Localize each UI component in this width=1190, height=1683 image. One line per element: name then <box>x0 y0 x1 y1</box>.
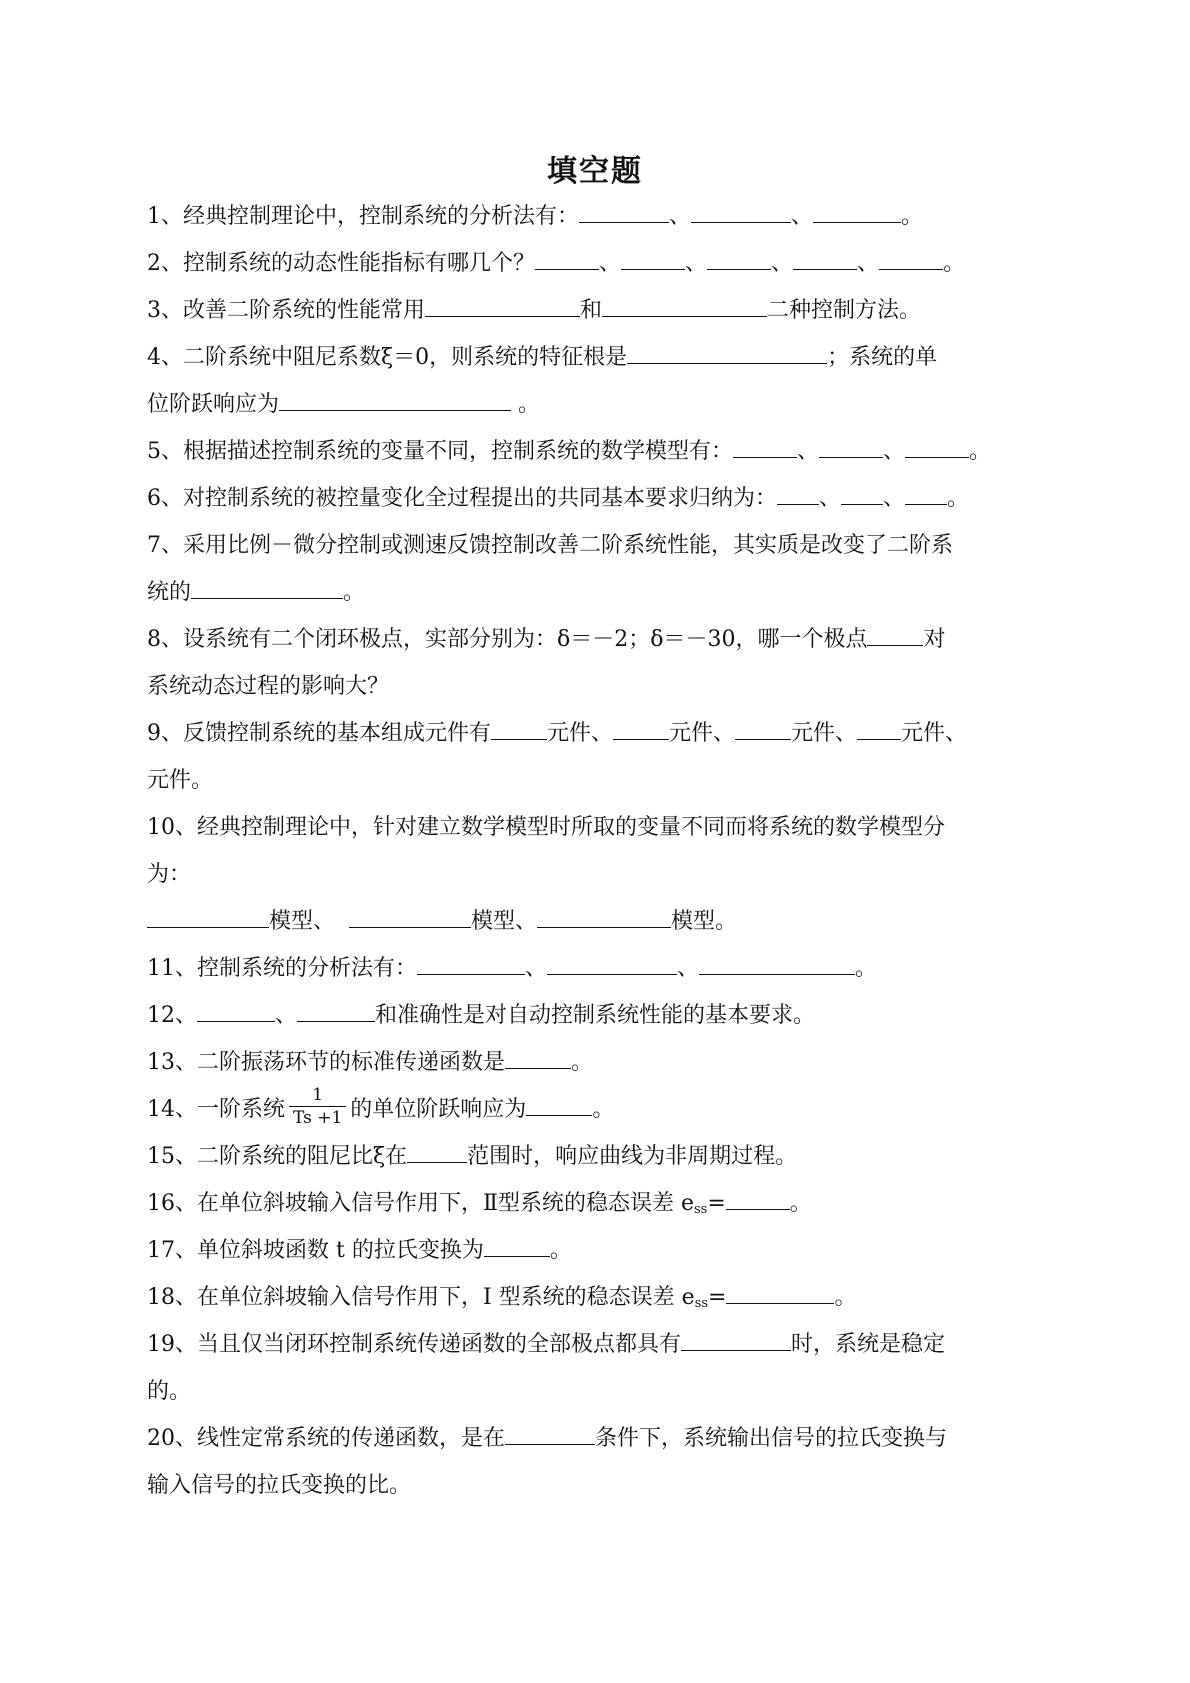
question-list <box>147 193 1027 1509</box>
answer-blank[interactable] <box>147 907 269 928</box>
answer-blank[interactable] <box>417 954 525 975</box>
answer-blank[interactable] <box>484 1236 550 1257</box>
answer-blank[interactable] <box>726 1189 790 1210</box>
fraction-denominator: Ts +1 <box>293 1107 343 1128</box>
question-18 <box>147 1274 1027 1321</box>
question-text: 6、对控制系统的被控量变化全过程提出的共同基本要求归纳为： <box>147 486 777 511</box>
question-17 <box>147 1227 1027 1274</box>
question-15 <box>147 1133 1027 1180</box>
question-text: 条件下，系统输出信号的拉氏变换与 <box>595 1426 948 1451</box>
question-8 <box>147 616 1027 663</box>
separator: 、 <box>797 439 820 464</box>
answer-blank[interactable] <box>735 719 791 740</box>
punctuation: 。 <box>969 439 992 464</box>
question-text: 的单位阶跃响应为 <box>350 1097 527 1122</box>
question-2 <box>147 240 1027 287</box>
subscript: ss <box>694 1296 709 1311</box>
question-text: 模型。 <box>671 909 738 934</box>
answer-blank[interactable] <box>621 249 685 270</box>
question-9-continued <box>147 757 1027 804</box>
question-6 <box>147 475 1027 522</box>
punctuation: 。 <box>943 251 966 276</box>
question-text: 5、根据描述控制系统的变量不同，控制系统的数学模型有： <box>147 439 733 464</box>
question-text: 4、二阶系统中阻尼系数ξ＝0，则系统的特征根是 <box>147 345 628 370</box>
question-text: 14、一阶系统 <box>147 1097 285 1122</box>
question-text: 元件、 <box>669 721 736 746</box>
question-text: 1、经典控制理论中，控制系统的分析法有： <box>147 204 579 229</box>
punctuation: 。 <box>343 580 366 605</box>
answer-blank[interactable] <box>537 907 671 928</box>
answer-blank[interactable] <box>579 202 669 223</box>
question-7 <box>147 522 1027 569</box>
question-20 <box>147 1415 1027 1462</box>
question-text: 20、线性定常系统的传递函数，是在 <box>147 1426 505 1451</box>
answer-blank[interactable] <box>777 484 819 505</box>
separator: 、 <box>669 204 692 229</box>
answer-blank[interactable] <box>699 954 855 975</box>
question-text: 模型、 <box>471 909 538 934</box>
punctuation: 。 <box>571 1050 594 1075</box>
question-text: 的。 <box>147 1379 192 1404</box>
question-text: 时，系统是稳定 <box>791 1332 946 1357</box>
answer-blank[interactable] <box>691 202 791 223</box>
answer-blank[interactable] <box>733 437 797 458</box>
question-text: 13、二阶振荡环节的标准传递函数是 <box>147 1050 505 1075</box>
question-5 <box>147 428 1027 475</box>
question-text: 系统动态过程的影响大？ <box>147 674 390 699</box>
question-19-continued <box>147 1368 1027 1415</box>
question-3 <box>147 287 1027 334</box>
answer-blank[interactable] <box>867 625 923 646</box>
question-text: 11、控制系统的分析法有： <box>147 956 417 981</box>
answer-blank[interactable] <box>819 437 883 458</box>
subscript: ss <box>693 1202 708 1217</box>
question-16 <box>147 1180 1027 1227</box>
separator: 、 <box>275 1003 298 1028</box>
punctuation: 。 <box>789 1191 812 1216</box>
question-10 <box>147 804 1027 851</box>
answer-blank[interactable] <box>613 719 669 740</box>
separator: 、 <box>599 251 622 276</box>
question-text: 18、在单位斜坡输入信号作用下，I 型系统的稳态误差 e <box>147 1285 695 1310</box>
question-text: 统的 <box>147 580 192 605</box>
question-text: 元件、 <box>901 721 968 746</box>
punctuation: 。 <box>834 1285 857 1310</box>
answer-blank[interactable] <box>349 907 471 928</box>
answer-blank[interactable] <box>707 249 771 270</box>
answer-blank[interactable] <box>879 249 943 270</box>
separator: 、 <box>771 251 794 276</box>
answer-blank[interactable] <box>841 484 883 505</box>
question-text: 12、 <box>147 1003 197 1028</box>
page-title: 填空题 <box>547 154 643 189</box>
punctuation: 。 <box>511 392 541 417</box>
answer-blank[interactable] <box>297 1001 375 1022</box>
question-text: 17、单位斜坡函数 t 的拉氏变换为 <box>147 1238 484 1263</box>
question-text: 7、采用比例－微分控制或测速反馈控制改善二阶系统性能，其实质是改变了二阶系 <box>147 533 953 558</box>
question-text: 8、设系统有二个闭环极点，实部分别为：δ＝－2；δ＝－30，哪一个极点 <box>147 627 868 652</box>
separator: 、 <box>857 251 880 276</box>
question-text: 位阶跃响应为 <box>147 392 280 417</box>
answer-blank[interactable] <box>627 343 827 364</box>
answer-blank[interactable] <box>857 719 901 740</box>
question-text: = <box>708 1285 727 1310</box>
question-text: 16、在单位斜坡输入信号作用下，Ⅱ型系统的稳态误差 e <box>147 1191 694 1216</box>
question-1 <box>147 193 1027 240</box>
separator: 、 <box>677 956 700 981</box>
answer-blank[interactable] <box>793 249 857 270</box>
punctuation: 。 <box>592 1097 615 1122</box>
question-10-blanks <box>147 898 1027 945</box>
question-text: 9、反馈控制系统的基本组成元件有 <box>147 721 491 746</box>
question-14 <box>147 1086 1027 1133</box>
punctuation: 。 <box>901 204 924 229</box>
question-19 <box>147 1321 1027 1368</box>
question-text: 10、经典控制理论中，针对建立数学模型时所取的变量不同而将系统的数学模型分 <box>147 815 945 840</box>
question-text: 19、当且仅当闭环控制系统传递函数的全部极点都具有 <box>147 1332 681 1357</box>
question-text: 2、控制系统的动态性能指标有哪几个？ <box>147 251 535 276</box>
question-4 <box>147 334 1027 381</box>
answer-blank[interactable] <box>407 1142 467 1163</box>
fraction-numerator: 1 <box>289 1084 346 1107</box>
answer-blank[interactable] <box>547 954 677 975</box>
answer-blank[interactable] <box>681 1330 791 1351</box>
question-8-continued <box>147 663 1027 710</box>
separator: 、 <box>791 204 814 229</box>
answer-blank[interactable] <box>491 719 547 740</box>
answer-blank[interactable] <box>535 249 599 270</box>
separator: 、 <box>883 439 906 464</box>
question-12 <box>147 992 1027 1039</box>
answer-blank[interactable] <box>602 296 767 317</box>
question-text: 元件、 <box>791 721 858 746</box>
answer-blank[interactable] <box>425 296 580 317</box>
question-text: 元件。 <box>147 768 214 793</box>
separator: 、 <box>819 486 842 511</box>
question-text: 3、改善二阶系统的性能常用 <box>147 298 425 323</box>
question-text: 和准确性是对自动控制系统性能的基本要求。 <box>375 1003 816 1028</box>
question-13 <box>147 1039 1027 1086</box>
question-20-continued <box>147 1462 1027 1509</box>
question-10-continued <box>147 851 1027 898</box>
punctuation: 。 <box>947 486 970 511</box>
separator: 、 <box>525 956 548 981</box>
separator: 、 <box>883 486 906 511</box>
question-text: = <box>707 1191 726 1216</box>
answer-blank[interactable] <box>526 1095 592 1116</box>
question-7-continued <box>147 569 1027 616</box>
answer-blank[interactable] <box>813 202 901 223</box>
question-text: 为： <box>147 862 192 887</box>
punctuation: 。 <box>855 956 878 981</box>
transfer-function-fraction <box>289 1084 346 1129</box>
answer-blank[interactable] <box>905 437 969 458</box>
answer-blank[interactable] <box>197 1001 275 1022</box>
answer-blank[interactable] <box>726 1283 834 1304</box>
punctuation: 。 <box>549 1238 572 1263</box>
question-9 <box>147 710 1027 757</box>
question-11 <box>147 945 1027 992</box>
question-text: 模型、 <box>269 909 336 934</box>
question-text: 元件、 <box>547 721 614 746</box>
question-4-continued <box>147 381 1027 428</box>
answer-blank[interactable] <box>279 390 511 411</box>
question-text: 二种控制方法。 <box>767 298 922 323</box>
separator: 、 <box>685 251 708 276</box>
answer-blank[interactable] <box>191 578 343 599</box>
question-text: 范围时，响应曲线为非周期过程。 <box>467 1144 798 1169</box>
question-text: 输入信号的拉氏变换的比。 <box>147 1473 412 1498</box>
question-text: 15、二阶系统的阻尼比ξ在 <box>147 1144 408 1169</box>
question-text: ；系统的单 <box>827 345 938 370</box>
question-text: 对 <box>923 627 946 652</box>
answer-blank[interactable] <box>505 1048 571 1069</box>
answer-blank[interactable] <box>505 1424 595 1445</box>
question-text: 和 <box>580 298 603 323</box>
answer-blank[interactable] <box>905 484 947 505</box>
